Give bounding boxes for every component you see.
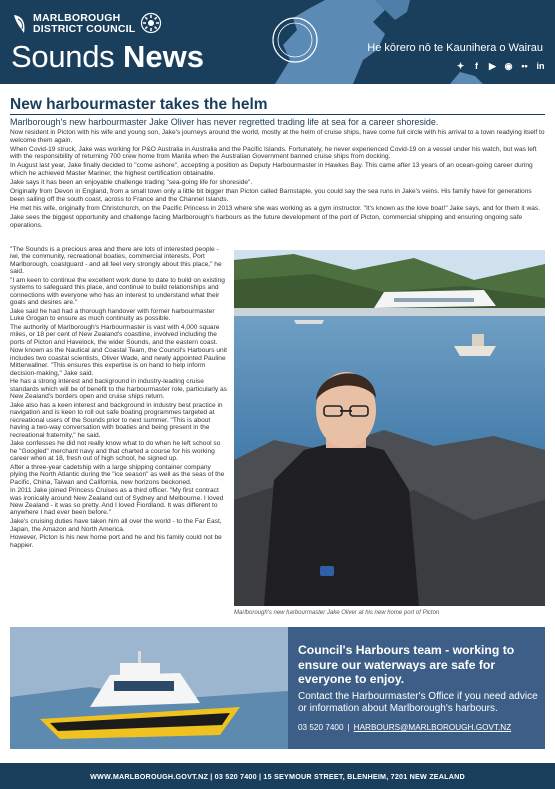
article-paragraph: He has a strong interest and background in industry-leading cruise standards which will be of benefit to the harbourmaster role, particularly as New Zealand's borders open and cruise ships return. — [10, 378, 227, 401]
article-paragraph: "I am keen to continue the excellent work done to date to build on existing systems to safeguard this place, and continue to build relationships and connections with everyone who has an interest to understand what their goals and desires are." — [10, 276, 225, 307]
newsletter-title — [11, 39, 204, 75]
article-paragraph: After a three-year cadetship with a large shipping container company plying the North Atlantic during the "ice season" as well as the seas of the Pacific, China, Taiwan and California, new horizons beckoned. — [10, 463, 225, 486]
council-name — [33, 13, 135, 35]
harbour-scene-graphic — [234, 250, 545, 606]
banner-contact — [298, 723, 511, 732]
article-standfirst: Marlborough's new harbourmaster Jake Oliver has never regretted trading life at sea for a career shoreside. — [10, 117, 439, 127]
contact-separator: | — [347, 723, 350, 732]
footer-contact-text: WWW.MARLBOROUGH.GOVT.NZ | 03 520 7400 | 15 SEYMOUR STREET, BLENHEIM, 7201 NEW ZEALAND — [90, 771, 465, 781]
council-name-line2: DISTRICT COUNCIL — [33, 23, 136, 35]
photo-caption: Marlborough's new harbourmaster Jake Oliver at his new home port of Picton — [234, 610, 440, 616]
masthead-header — [0, 0, 555, 84]
rss-icon[interactable]: ◉ — [504, 61, 513, 71]
harbourmaster-photo — [234, 250, 545, 606]
article-paragraph: Jake says it has been an enjoyable challenge trading "sea-going life for shoreside". — [10, 179, 253, 187]
article-paragraph: Jake said he had had a thorough handover with former harbourmaster Luke Grogan to ensure as much continuity as possible. — [10, 307, 215, 323]
council-name-line1: MARLBOROUGH — [33, 12, 121, 24]
youtube-icon[interactable]: ▶ — [489, 61, 496, 71]
twitter-icon[interactable]: ✦ — [456, 61, 465, 71]
banner-title: Council's Harbours team - working to ensure our waterways are safe for everyone to enjoy. — [298, 643, 515, 686]
article-paragraph: Now known as the Nautical and Coastal Team, the Council's Harbours unit includes two coastal scientists, Oliver Wade, and newly appointed Pauline Mitterwallner. "This ensures this expertise is on hand to help inform decision-making," Jake said. — [10, 347, 228, 377]
article-paragraph: Now resident in Picton with his wife and young son, Jake's journeys around the world, mostly at the helm of cruise ships, have come full circle with his arrival to a town readying itself to welcome them again. — [10, 129, 545, 144]
article-paragraph: He met his wife, originally from Christchurch, on the Pacific Princess in 2013 where she was working as a gym instructor. "It's known as the love boat!" Jake says, and for them it was. — [10, 204, 541, 212]
council-motto: He kōrero nō te Kaunihera o Wairau — [367, 42, 543, 54]
facebook-icon[interactable]: f — [475, 61, 478, 71]
newsletter-title-part2: News — [122, 39, 204, 74]
harbours-team-banner — [10, 627, 545, 749]
article-paragraph: In August last year, Jake finally decided to "come ashore", accepting a position as Deputy Harbourmaster in Hawkes Bay. This came after 13 years of an ocean-going career during which he achieved Master Mariner, the highest certification obtainable. — [10, 162, 533, 178]
page-footer — [0, 763, 555, 789]
council-logo[interactable] — [12, 13, 162, 35]
article-paragraph: In 2011 Jake joined Princess Cruises as a third officer. "My first contract was ironically around New Zealand out of Sydney and Melbourne. I loved New Zealand - it was so pretty. And I loved Fiordland. It was different to anywhere I had ever been before." — [10, 487, 224, 517]
email-link[interactable]: HARBOURS@MARLBOROUGH.GOVT.NZ — [353, 723, 512, 732]
flickr-icon[interactable]: •• — [521, 61, 528, 71]
article-paragraph: Originally from Devon in England, from a small town only a little bit bigger than Picton called Barnstaple, you could say the sea runs in Jake's veins. His family have for generations been sailing off the south coast, across to France and the Channel Islands. — [10, 188, 532, 203]
article-body-column — [10, 246, 228, 550]
article-paragraph: The authority of Marlborough's Harbourmaster is vast with 4,000 square miles, or 18 per cent of New Zealand's coastline, involved including the ports of Picton and Havelock, the wider Sounds, and the eastern coast. — [10, 323, 220, 346]
article-paragraph: When Covid-19 struck, Jake was working for P&O Australia in Australia and the Pacific Islands. Fortunately, he never experienced Covid-19 on a vessel under his watch, but was left with the responsibility of returning 700 crew home from Manila when the Australian Government banned cruise ships from docking. — [10, 145, 537, 161]
article-paragraph: "The Sounds is a precious area and there are lots of interested people - iwi, the community, recreational boaties, commercial interests, Port Marlborough, coastguard - and all feel very strongly about this place," he said. — [10, 246, 222, 276]
headline-divider — [10, 114, 545, 115]
article-paragraph: Jake sees the biggest opportunity and challenge facing Marlborough's harbours as the future development of the port of Picton, commercial shipping and ensuring ongoing safe operations. — [10, 213, 523, 229]
harbour-boat-graphic — [10, 627, 288, 749]
linkedin-icon[interactable]: in — [536, 61, 545, 71]
banner-subtitle: Contact the Harbourmaster's Office if you need advice or information about Marlborough's harbours. — [298, 691, 538, 714]
seal-icon — [140, 12, 162, 34]
article-headline: New harbourmaster takes the helm — [10, 96, 268, 113]
article-paragraph: Jake's cruising duties have taken him all over the world - to the Far East, Japan, the Amazon and North America. — [10, 518, 222, 533]
phone-number-link[interactable]: 03 520 7400 — [298, 723, 344, 732]
council-mark-icon — [12, 13, 28, 35]
article-body-top — [10, 129, 548, 231]
article-paragraph: However, Picton is his new home port and he and his family could not be happier. — [10, 534, 222, 549]
article-paragraph: Jake also has a keen interest and background in industry best practice in navigation and is keen to roll out safe boating programmes targeted at recreational users of the Sounds prior to next summer. "This is about having a two-way conversation with boaties and being present in the recreational fraternity," he said. — [10, 401, 223, 439]
newsletter-title-part1: Sounds — [11, 39, 115, 74]
article-paragraph: Jake confesses he did not really know what to do when he left school so he "Googled" merchant navy and that charted a course for his working career when at 18, fresh out of high school, he signed up. — [10, 440, 221, 463]
social-links — [456, 61, 545, 71]
banner-panel — [288, 627, 545, 749]
